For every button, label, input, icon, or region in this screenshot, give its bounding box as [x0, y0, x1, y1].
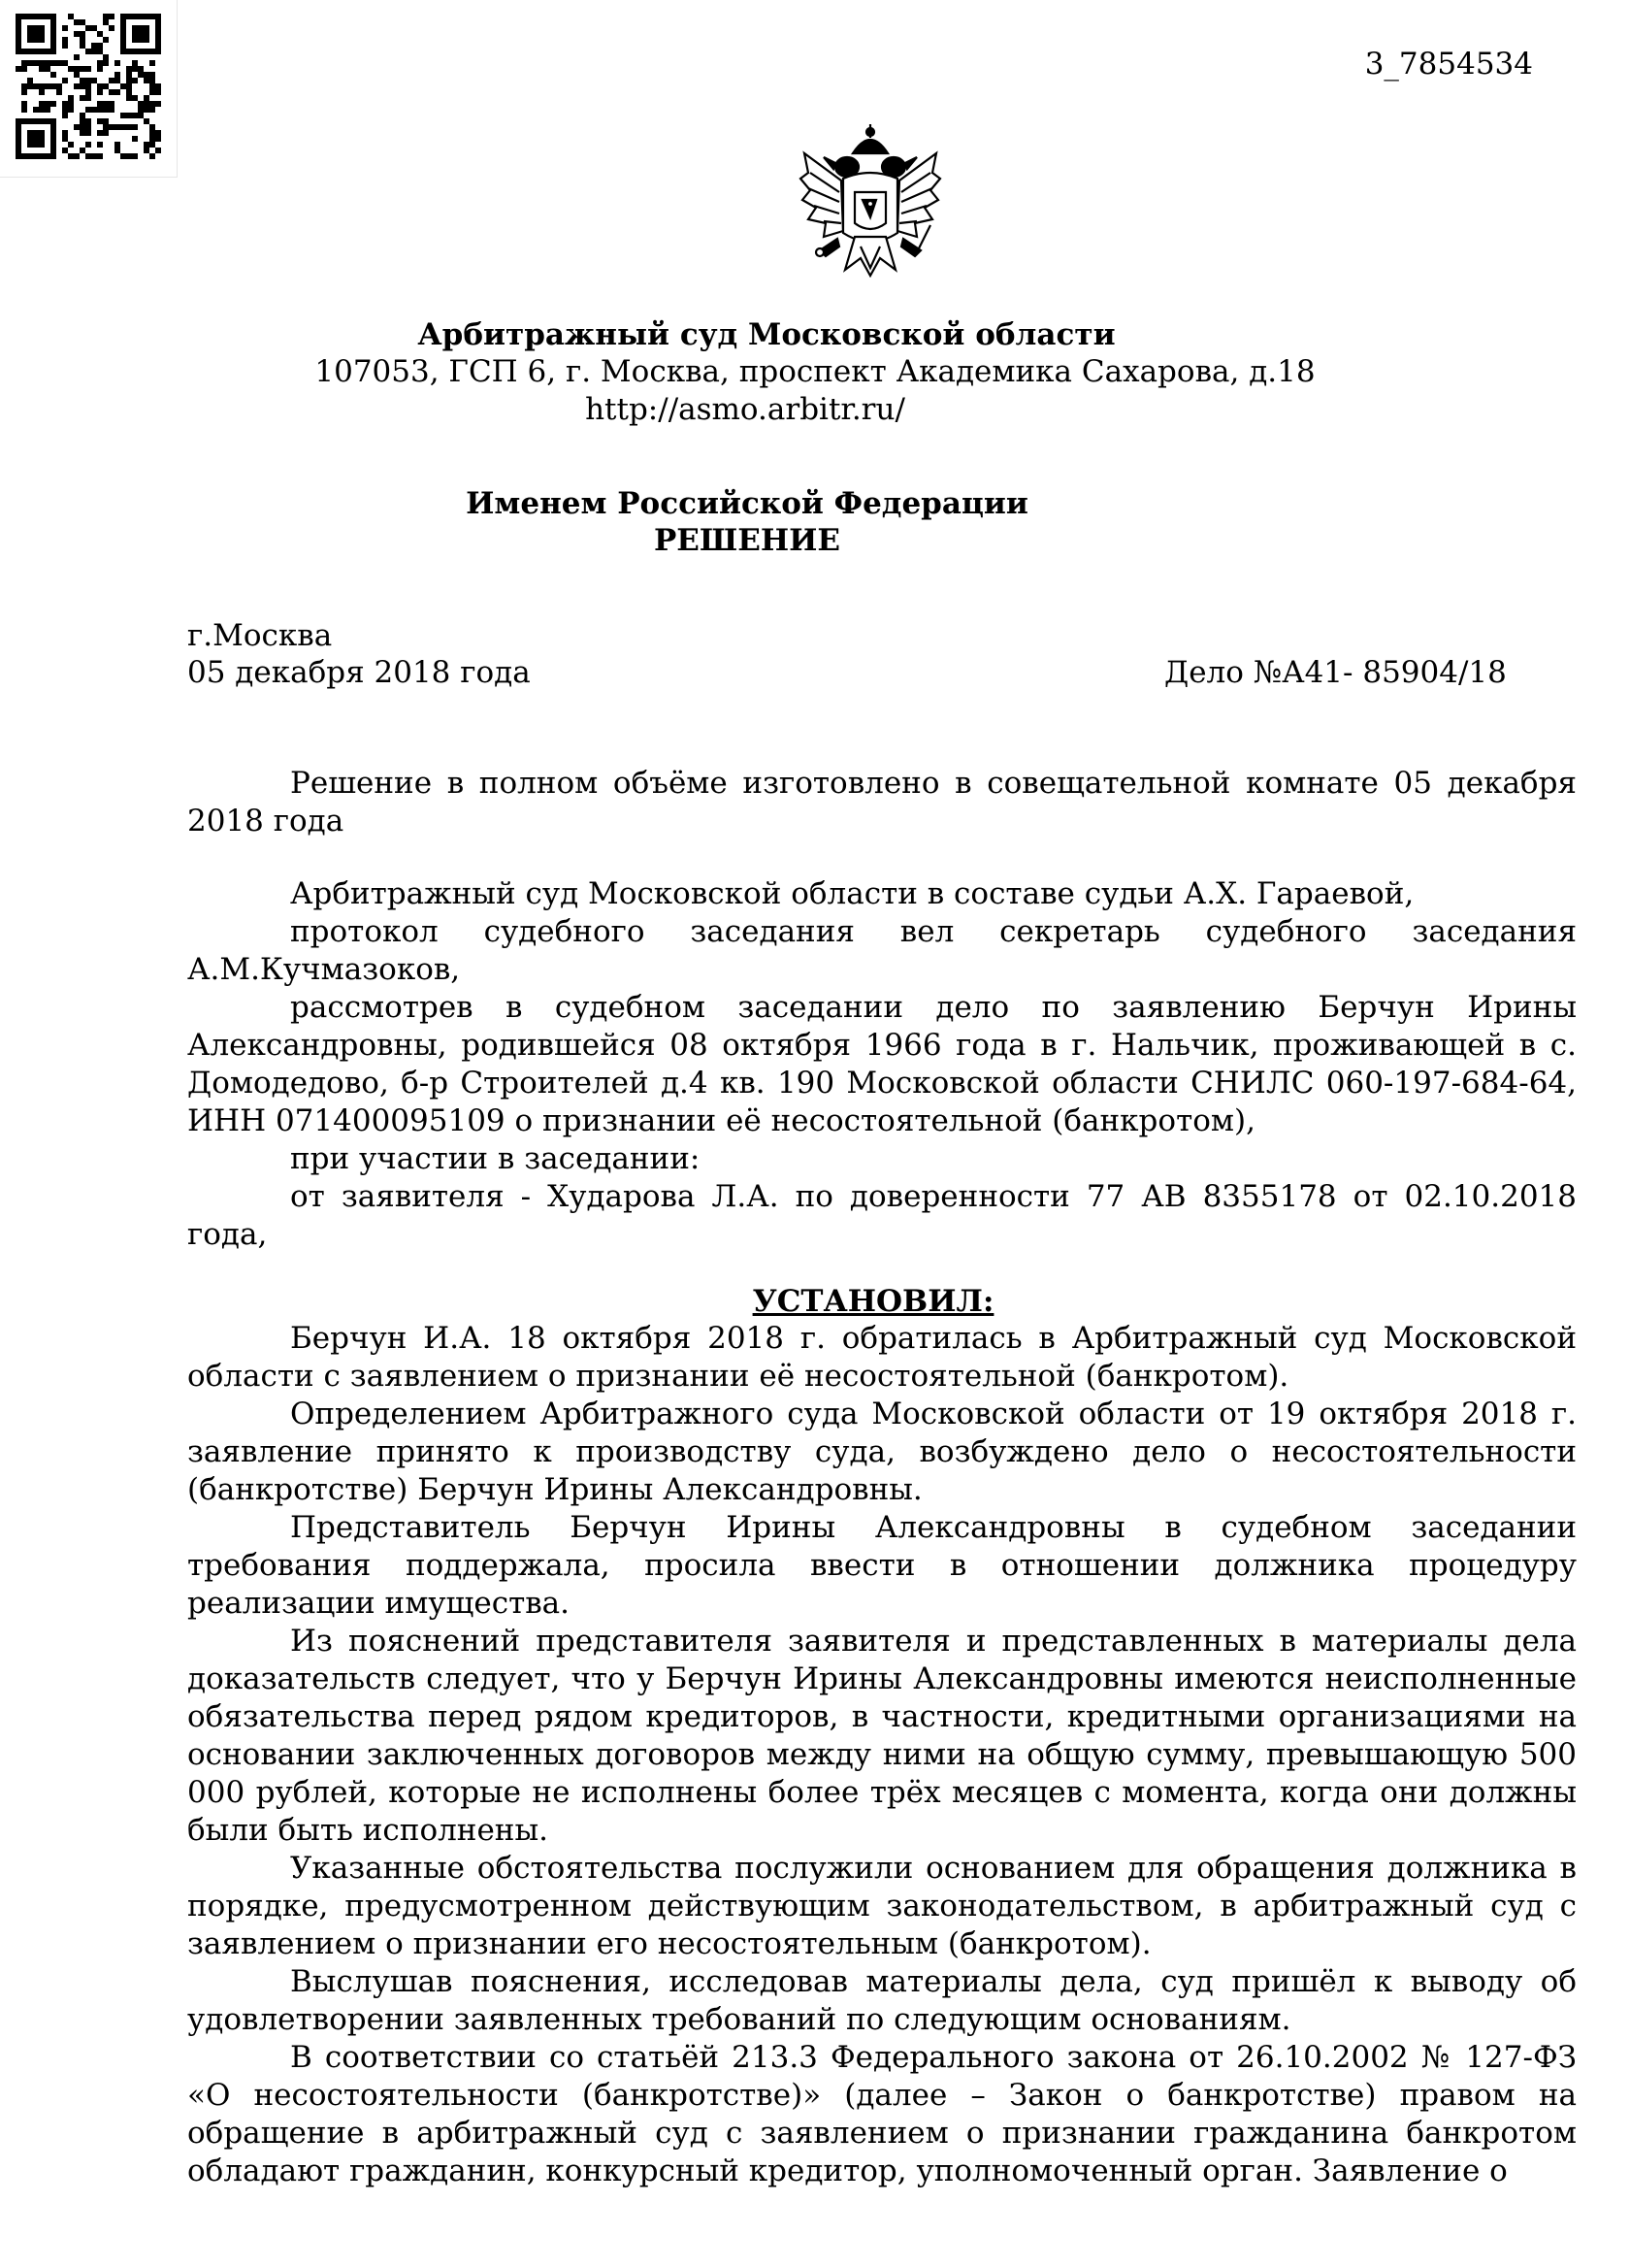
qr-code	[0, 0, 178, 178]
established-paragraph-6: Выслушав пояснения, исследовав материалы дела, суд пришёл к выводу об удовлетворении заявленных требований по следующим основаниям.	[187, 1964, 1577, 2037]
paragraph-decision-made: Решение в полном объёме изготовлено в совещательной комнате 05 декабря 2018 года	[187, 766, 1577, 838]
paragraph-considered-case: рассмотрев в судебном заседании дело по заявлению Берчун Ирины Александровны, родившейся 08 октября 1966 года в г. Нальчик, проживающей в с. Домодедово, б-р Строителей д.4 кв. 190 Московской области СНИЛС 060-197-684-64, ИНН 071400095109 о признании её несостоятельной (банкротом),	[187, 990, 1577, 1138]
court-name: Арбитражный суд Московской области	[417, 317, 1116, 352]
paragraph-protocol: протокол судебного заседания вел секретарь судебного заседания А.М.Кучмазоков,	[187, 914, 1577, 987]
decision-date: 05 декабря 2018 года	[187, 655, 531, 690]
established-paragraph-7: В соответствии со статьёй 213.3 Федерального закона от 26.10.2002 № 127-ФЗ «О несостоятельности (банкротстве)» (далее – Закон о банкротстве) правом на обращение в арбитражный суд с заявлением о признании гражданина банкротом обладают гражданин, конкурсный кредитор, уполномоченный орган. Заявление о	[187, 2040, 1577, 2188]
paragraph-participants: при участии в заседании:	[290, 1141, 701, 1176]
court-url[interactable]: http://asmo.arbitr.ru/	[585, 392, 905, 427]
established-paragraph-3: Представитель Берчун Ирины Александровны в судебном заседании требования поддержала, просила ввести в отношении должника процедуру реализации имущества.	[187, 1510, 1577, 1621]
established-paragraph-5: Указанные обстоятельства послужили основанием для обращения должника в порядке, предусмотренном действующим законодательством, в арбитражный суд с заявлением о признании его несостоятельным (банкротом).	[187, 1851, 1577, 1961]
in-the-name-heading: Именем Российской Федерации	[466, 486, 1028, 521]
case-number: Дело №А41- 85904/18	[1164, 655, 1507, 690]
paragraph-representative: от заявителя - Хударова Л.А. по доверенности 77 АВ 8355178 от 02.10.2018 года,	[187, 1179, 1577, 1252]
city: г.Москва	[187, 618, 333, 653]
established-paragraph-1: Берчун И.А. 18 октября 2018 г. обратилась в Арбитражный суд Московской области с заявлением о признании её несостоятельной (банкротом).	[187, 1321, 1577, 1394]
court-address: 107053, ГСП 6, г. Москва, проспект Академика Сахарова, д.18	[314, 354, 1316, 389]
established-heading: УСТАНОВИЛ:	[752, 1284, 994, 1319]
decision-title: РЕШЕНИЕ	[653, 523, 841, 558]
coat-of-arms-emblem	[799, 124, 942, 281]
established-paragraph-4: Из пояснений представителя заявителя и представленных в материалы дела доказательств следует, что у Берчун Ирины Александровны имеются неисполненные обязательства перед рядом кредиторов, в частности, кредитными организациями на основании заключенных договоров между ними на общую сумму, превышающую 500 000 рублей, которые не исполнены более трёх месяцев с момента, когда они должны были быть исполнены.	[187, 1624, 1577, 1848]
paragraph-court-composition: Арбитражный суд Московской области в составе судьи А.Х. Гараевой,	[290, 876, 1415, 911]
document-id: 3_7854534	[1364, 47, 1533, 82]
established-paragraph-2: Определением Арбитражного суда Московской области от 19 октября 2018 г. заявление принято к производству суда, возбуждено дело о несостоятельности (банкротстве) Берчун Ирины Александровны.	[187, 1397, 1577, 1507]
